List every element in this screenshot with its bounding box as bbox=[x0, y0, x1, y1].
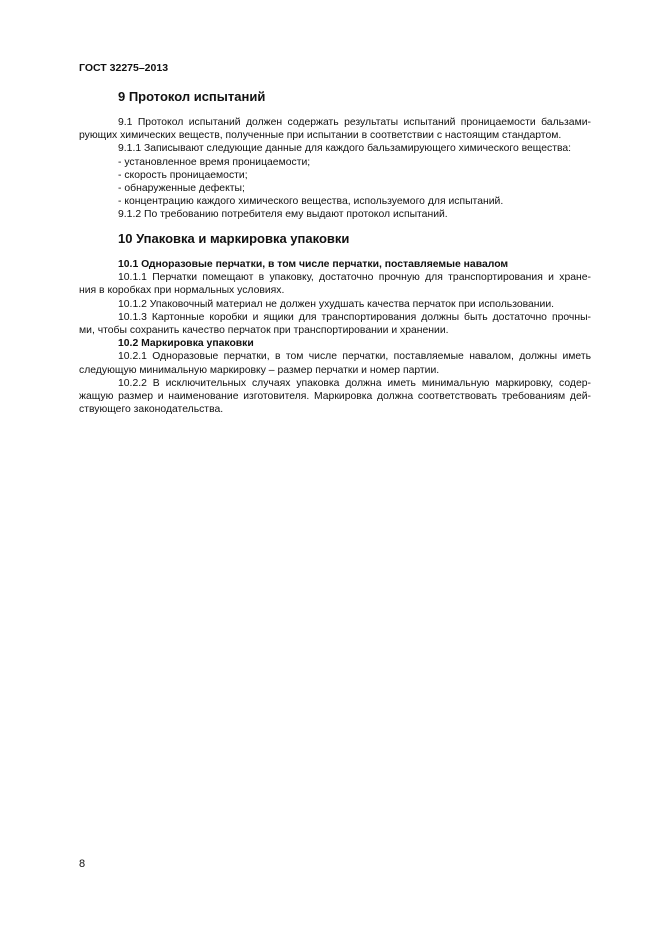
paragraph-line: 9.1.2 По требованию потребителя ему выдают протокол испытаний. bbox=[118, 209, 448, 221]
paragraph-line: ния в коробках при нормальных условиях. bbox=[79, 285, 285, 297]
list-item: - концентрацию каждого химического вещества, используемого для испытаний. bbox=[118, 196, 504, 208]
list-item: - установленное время проницаемости; bbox=[118, 156, 311, 168]
list-item: - скорость проницаемости; bbox=[118, 169, 248, 181]
section-9-body bbox=[79, 116, 591, 222]
list-item: - обнаруженные дефекты; bbox=[118, 183, 245, 195]
section-10-title: 10 Упаковка и маркировка упаковки bbox=[118, 231, 350, 246]
paragraph-line: ми, чтобы сохранить качество перчаток при транспортировании и хранении. bbox=[79, 325, 449, 337]
subsection-title: 10.1 Одноразовые перчатки, в том числе перчатки, поставляемые навалом bbox=[118, 259, 509, 270]
paragraph-line: 10.1.2 Упаковочный материал не должен ухудшать качества перчаток при использовании. bbox=[118, 298, 555, 310]
paragraph-line: 10.1.1 Перчатки помещают в упаковку, достаточно прочную для транспортирования и хране- bbox=[118, 272, 591, 284]
paragraph-line: рующих химических веществ, полученные при испытании в соответствии с настоящим стандартом. bbox=[79, 130, 562, 142]
paragraph-line: жащую размер и наименование изготовителя. Маркировка должна соответствовать требованиям дей- bbox=[79, 391, 591, 403]
paragraph-line: 10.2.1 Одноразовые перчатки, в том числе перчатки, поставляемые навалом, должны иметь bbox=[118, 351, 591, 363]
paragraph-line: 10.2.2 В исключительных случаях упаковка должна иметь минимальную маркировку, содер- bbox=[118, 377, 591, 389]
subsection-title: 10.2 Маркировка упаковки bbox=[118, 338, 254, 350]
paragraph-line: 9.1 Протокол испытаний должен содержать результаты испытаний проницаемости бальзами- bbox=[118, 117, 591, 128]
section-10-body bbox=[79, 258, 591, 416]
paragraph-line: 10.1.3 Картонные коробки и ящики для транспортирования должны быть достаточно прочны- bbox=[118, 311, 591, 323]
page-number: 8 bbox=[79, 858, 86, 870]
paragraph-line: следующую минимальную маркировку – размер перчатки и номер партии. bbox=[79, 364, 440, 376]
section-9-title: 9 Протокол испытаний bbox=[118, 89, 266, 104]
paragraph-line: 9.1.1 Записывают следующие данные для каждого бальзамирующего химического вещества: bbox=[118, 143, 572, 155]
document-header: ГОСТ 32275–2013 bbox=[79, 62, 169, 74]
paragraph-line: ствующего законодательства. bbox=[79, 404, 224, 416]
